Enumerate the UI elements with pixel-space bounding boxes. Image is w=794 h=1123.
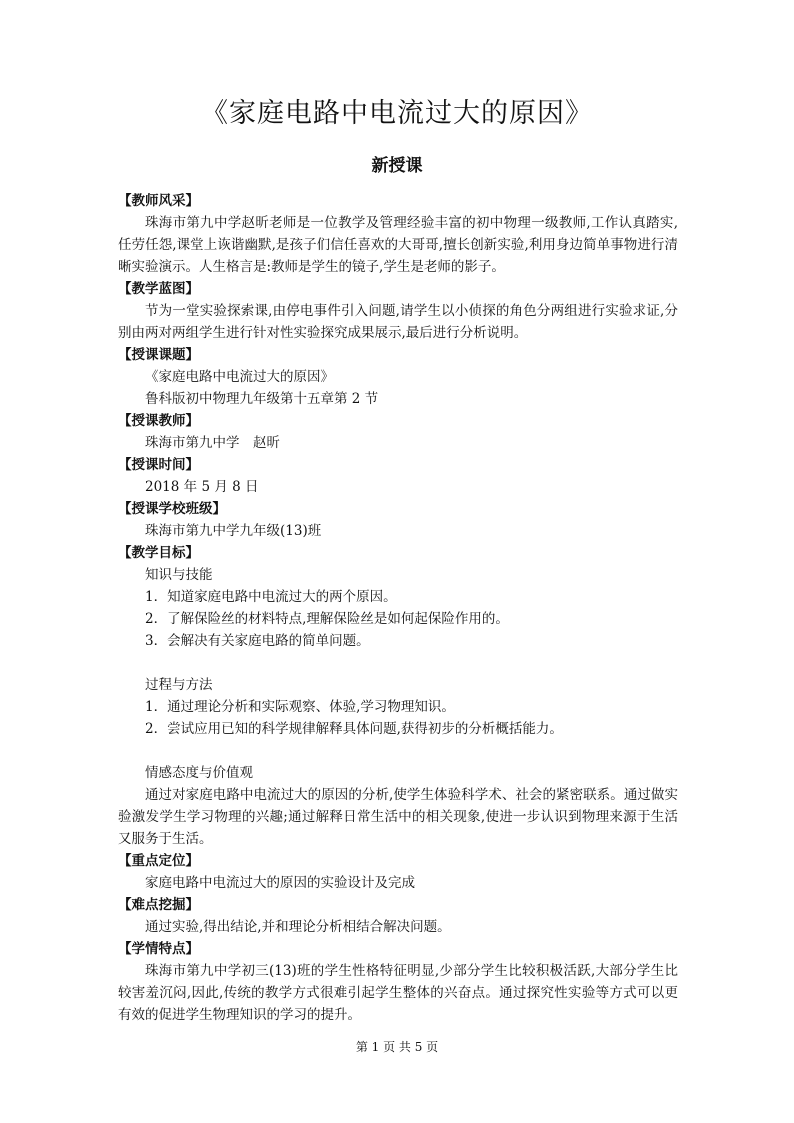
document-title: 《家庭电路中电流过大的原因》	[201, 98, 593, 129]
topic-line-1: 《家庭电路中电流过大的原因》	[145, 369, 334, 385]
section-heading-instructor: 【授课教师】	[118, 413, 199, 429]
time-line: 2018 年 5 月 8 日	[145, 479, 259, 495]
section-heading-blueprint: 【教学蓝图】	[118, 281, 199, 297]
section-heading-students: 【学情特点】	[118, 941, 199, 957]
students-paragraph: 珠海市第九中学初三(13)班的学生性格特征明显,少部分学生比较积极活跃,大部分学生比较害羞沉闷,因此,传统的教学方式很难引起学生整体的兴奋点。通过探究性实验等方式可以更有效的促进学生物理知识的学习的提升。	[118, 963, 678, 1023]
spacer	[118, 652, 678, 674]
teacher-paragraph: 珠海市第九中学赵昕老师是一位教学及管理经验丰富的初中物理一级教师,工作认真踏实,任劳任怨,课堂上诙谐幽默,是孩子们信任喜欢的大哥哥,擅长创新实验,利用身边简单事物进行清晰实验演示。人生格言是:教师是学生的镜子,学生是老师的影子。	[118, 215, 678, 275]
section-heading-teacher: 【教师风采】	[118, 193, 199, 209]
section-heading-time: 【授课时间】	[118, 457, 199, 473]
goals-knowledge-item: 1．知道家庭电路中电流过大的两个原因。	[145, 589, 397, 605]
spacer	[118, 740, 678, 762]
instructor-line: 珠海市第九中学 赵昕	[145, 435, 280, 451]
document-subtitle: 新授课	[371, 156, 423, 176]
goals-knowledge-item: 3．会解决有关家庭电路的简单问题。	[145, 633, 370, 649]
section-heading-difficulty: 【难点挖掘】	[118, 897, 199, 913]
blueprint-paragraph: 节为一堂实验探索课,由停电事件引入问题,请学生以小侦探的角色分两组进行实验求证,分别由两对两组学生进行针对性实验探究成果展示,最后进行分析说明。	[118, 303, 678, 341]
goals-knowledge-title: 知识与技能	[145, 567, 213, 583]
document-body	[118, 190, 678, 1026]
page-footer: 第 1 页 共 5 页	[355, 1040, 439, 1054]
section-heading-class: 【授课学校班级】	[118, 501, 226, 517]
goals-process-item: 1．通过理论分析和实际观察、体验,学习物理知识。	[145, 699, 455, 715]
goals-process-item: 2．尝试应用已知的科学规律解释具体问题,获得初步的分析概括能力。	[145, 721, 563, 737]
section-heading-topic: 【授课课题】	[118, 347, 199, 363]
goals-process-title: 过程与方法	[145, 677, 213, 693]
difficulty-line: 通过实验,得出结论,并和理论分析相结合解决问题。	[145, 919, 451, 935]
class-line: 珠海市第九中学九年级(13)班	[145, 523, 322, 539]
focus-line: 家庭电路中电流过大的原因的实验设计及完成	[145, 875, 415, 891]
section-heading-focus: 【重点定位】	[118, 853, 199, 869]
topic-line-2: 鲁科版初中物理九年级第十五章第 2 节	[145, 391, 379, 407]
goals-knowledge-item: 2．了解保险丝的材料特点,理解保险丝是如何起保险作用的。	[145, 611, 509, 627]
section-heading-goals: 【教学目标】	[118, 545, 199, 561]
goals-emotion-title: 情感态度与价值观	[145, 765, 253, 781]
goals-emotion-paragraph: 通过对家庭电路中电流过大的原因的分析,使学生体验科学术、社会的紧密联系。通过做实验激发学生学习物理的兴趣;通过解释日常生活中的相关现象,使进一步认识到物理来源于生活又服务于生活。	[118, 787, 678, 847]
